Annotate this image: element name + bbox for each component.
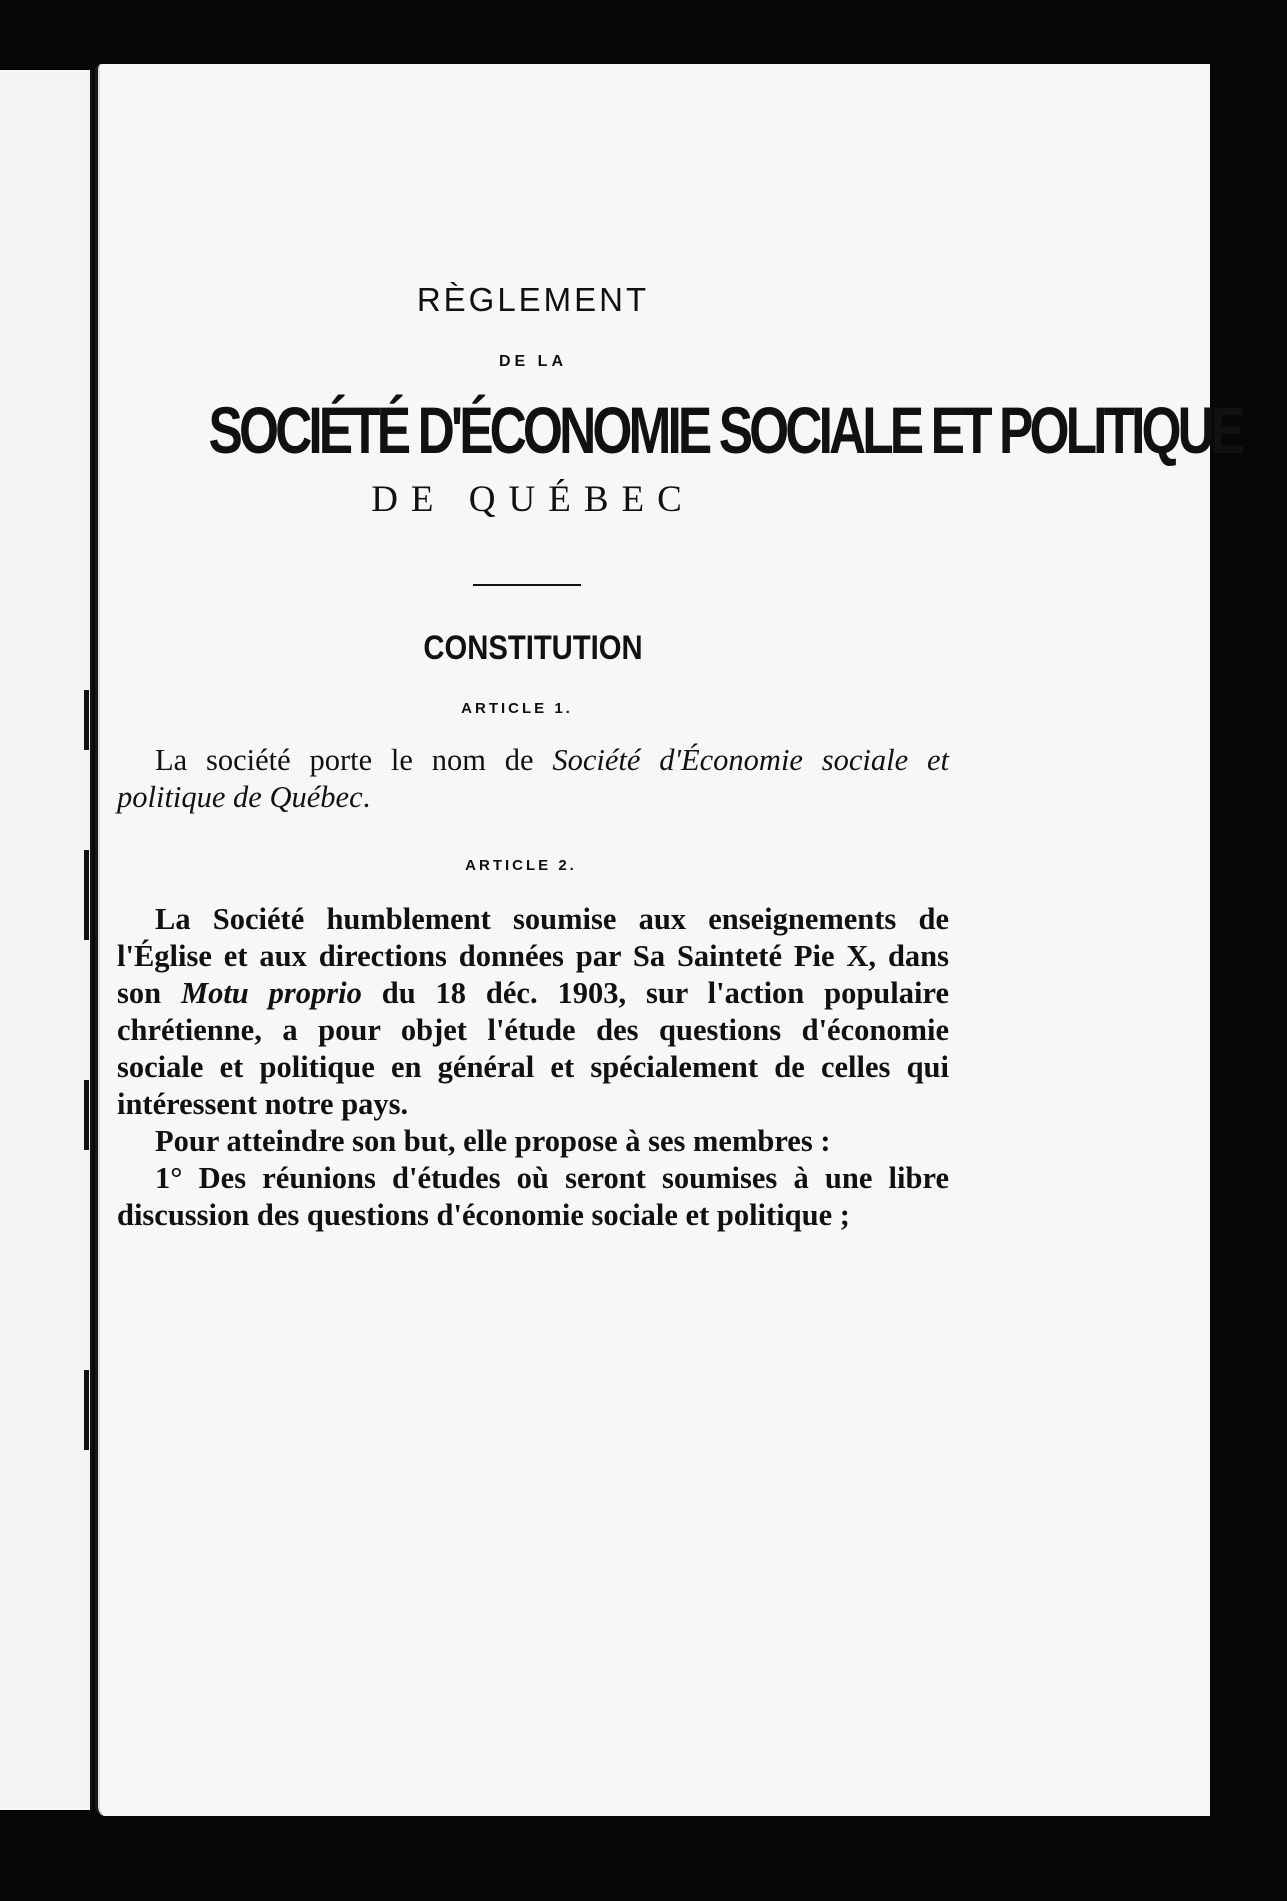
article-1-text: [117, 742, 949, 816]
article-2-para1-start: La Société humblement soumise aux enseignements de l'Église et aux directions données par Sa Sainteté Pie X, dans son: [117, 902, 949, 1011]
article-1-text-end: .: [362, 780, 371, 815]
article-2-heading: ARTICLE 2.: [465, 857, 577, 875]
title-reglement: RÈGLEMENT: [416, 281, 650, 318]
society-name-italic: Société d'Économie sociale et politique de Québec: [117, 743, 949, 815]
article-2-paragraph-2: Pour atteindre son but, elle propose à ses membres :: [155, 1124, 831, 1159]
binding-mark: [84, 1370, 89, 1450]
binding-mark: [84, 850, 89, 940]
title-de-quebec: DE QUÉBEC: [371, 479, 695, 521]
binding-mark: [84, 690, 89, 750]
title-de-la: DE LA: [499, 353, 567, 370]
article-1-heading: ARTICLE 1.: [461, 700, 573, 718]
motu-proprio-italic: Motu proprio: [180, 976, 362, 1011]
article-1-text-start: La société porte le nom de: [155, 743, 553, 778]
binding-mark: [84, 1080, 89, 1150]
article-2-paragraph-1: [117, 901, 949, 1123]
article-2-paragraph-3: 1° Des réunions d'études où seront soumises à une libre discussion des questions d'économie sociale et politique ;: [117, 1161, 949, 1233]
title-divider-rule: [473, 584, 581, 586]
article-2-para1-end: du 18 déc. 1903, sur l'action populaire chrétienne, a pour objet l'étude des questions d'économie sociale et politique en général et spécialement de celles qui intéressent notre pays.: [117, 976, 949, 1122]
title-society-name: SOCIÉTÉ D'ÉCONOMIE SOCIALE ET POLITIQUE: [208, 393, 1242, 467]
section-heading-constitution: CONSTITUTION: [423, 629, 643, 668]
facing-page-edge: [0, 70, 93, 1810]
page-content: [117, 281, 1242, 1234]
